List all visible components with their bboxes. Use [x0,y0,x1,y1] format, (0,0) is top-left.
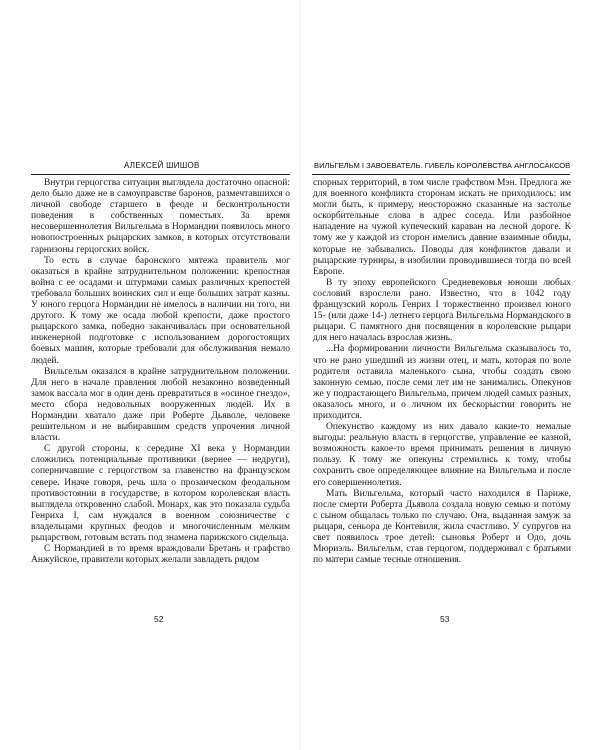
paragraph: С другой стороны, к середине XI века у Нормандии сложились потенциальные противники (вернее — недруги), соперничавшие с герцогством за главенство на французском севере. Иначе говоря, речь шла о прозаическом феодальном противостоянии в государстве, в котором королевская власть выглядела откровенно слабой. Монарх, как это показала судьба Генриха I, сам нуждался в военном союзничестве с владельцами крупных феодов и многочисленным мелким рыцарством, готовым встать под знамена парижского сидельца. [31,444,290,543]
paragraph: В ту эпоху европейского Средневековья юноши любых сословий взрослели рано. Известно, что в 1042 году французский король Генрих I торжественно произвел юного 15- (или даже 14-) летнего герцога Вильгельма Нормандского в рыцари. С памятного дня посвящения в королевские рыцари для него началась взрослая жизнь. [313,277,571,344]
running-header-title: ВИЛЬГЕЛЬМ I ЗАВОЕВАТЕЛЬ. ГИБЕЛЬ КОРОЛЕВСТВА АНГЛОСАКСОВ [314,161,571,170]
paragraph: С Нормандией в то время враждовали Бретань и графство Анжуйское, правители которых желали завладеть рядом [31,544,290,566]
paragraph: Вильгельм оказался в крайне затруднительном положении. Для него в начале правления любой незаконно возведенный замок вассала мог в один день превратиться в «осиное гнездо», место сбора недовольных вооруженных людей. Их в Нормандии хватало даже при Роберте Дьяволе, человеке решительном и не выбиравшим средств упрочения личной власти. [31,366,290,444]
paragraph: ...На формировании личности Вильгельма сказывалось то, что не рано ушедший из жизни отец, и мать, которая по воле родителя оставила маленького сына, чтобы создать свою законную семью, после семи лет им не занимались. Опекунов же у подрастающего Вильгельма, причем людей самых разных, оказалось много, и о личном их бескорыстии говорить не приходится. [313,344,571,421]
page-number: 52 [154,614,164,624]
paragraph: спорных территорий, в том числе графством Мэн. Предлога же для военного конфликта сторонам искать не приходилось: им могли быть, к примеру, неосторожно сказанные на застолье оскорбительные слова в адрес соседа. Или разбойное нападение на чужой купеческий караван на лесной дороге. К тому же у каждой из сторон имелись давние взаимные обиды, которые не забывались. Поводы для конфликтов давали и рыцарские турниры, в изобилии проводившиеся тогда по всей Европе. [313,178,571,277]
body-text [31,178,290,566]
right-page [300,0,600,750]
paragraph: То есть в случае баронского мятежа правитель мог оказаться в крайне затруднительном положении: крепостная война с ее осадами и штурмами самых различных крепостей требовала больших воинских сил и еще больших затрат казны. У юного герцога Нормандии не имелось в наличии ни того, ни другого. К тому же осада любой крепости, даже простого рыцарского замка, победно заканчивалась при основательной инженерной подготовке с использованием дорогостоящих боевых машин, которые требовали для обслуживания немало людей. [31,255,290,366]
paragraph: Опекунство каждому из них давало какие-то немалые выгоды: реальную власть в герцогстве, управление ее казной, возможность какое-то время принимать решения в личную пользу. К тому же опекуны стремились к тому, чтобы сохранить свое определяющее влияние на Вильгельма и после его совершеннолетия. [313,422,571,488]
running-header-author: АЛЕКСЕЙ ШИШОВ [124,161,200,170]
paragraph: Внутри герцогства ситуация выглядела достаточно опасной: дело было даже не в самоуправстве баронов, размечтавшихся о личной свободе старшего в феоде и бесконтрольности поведения в собственных поместьях. За время несовершеннолетия Вильгельма в Нормандии появилось много новопостроенных рыцарских замков, в которых отсутствовали гарнизоны герцогских войск. [31,178,290,255]
body-text [313,178,571,566]
page-number: 53 [440,614,450,624]
header-rule [312,174,570,175]
paragraph: Мать Вильгельма, который часто находился в Париже, после смерти Роберта Дьявола создала новую семью и потому с сыном общалась только по случаю. Она, выданная замуж за рыцаря, сеньора де Контевиля, жила счастливо. У супругов на свет появилось трое детей: сыновья Роберт и Одо, дочь Мюриэль. Вильгельм, став герцогом, поддерживал с братьями по матери самые тесные отношения. [313,488,571,566]
header-rule [31,174,290,175]
